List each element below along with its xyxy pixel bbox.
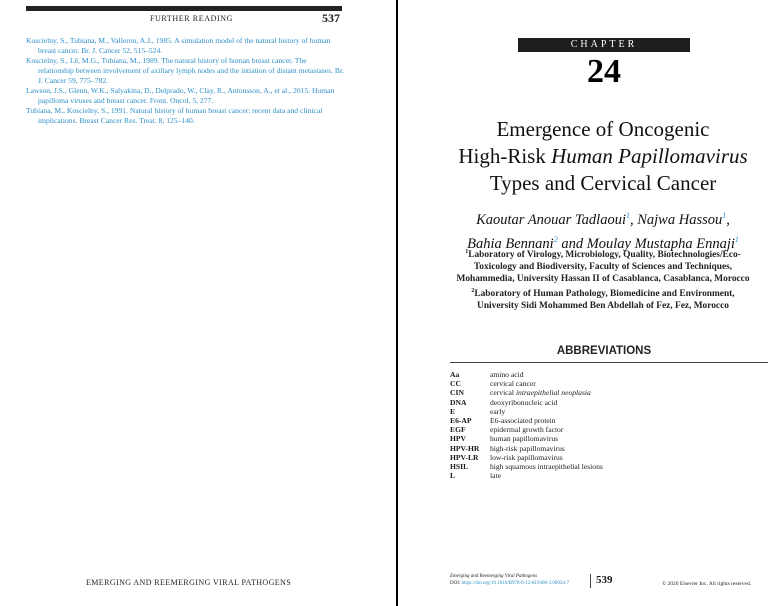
abbreviation-row — [450, 434, 603, 443]
abbreviation-term: E6-AP — [450, 416, 472, 426]
abbreviation-definition-text: cervical — [490, 388, 516, 398]
abbreviation-definition: low-risk papillomavirus — [490, 452, 563, 462]
abbreviation-definition: deoxyribonucleic acid — [490, 397, 558, 407]
chapter-title — [438, 116, 768, 197]
author-separator: , — [629, 211, 638, 228]
affiliation-ref[interactable]: 1 — [722, 211, 727, 220]
author-name: Moulay Mustapha Ennaji — [586, 235, 735, 252]
abbreviations-list — [450, 370, 603, 480]
title-line-2 — [438, 143, 768, 170]
reference-list — [26, 36, 344, 126]
abbreviation-row — [450, 370, 603, 379]
header-rule — [26, 6, 342, 11]
footer-journal: Emerging and Reemerging Viral Pathogens — [450, 574, 538, 579]
affiliation-ref[interactable]: 1 — [734, 234, 739, 244]
page-number-right: 539 — [596, 574, 613, 586]
affiliation-ref[interactable]: 2 — [553, 234, 558, 244]
abbreviation-term: L — [450, 471, 456, 481]
page-number-left: 537 — [322, 11, 340, 25]
reference-item[interactable]: Koscielny, S., Tubiana, M., Valleron, A.J., 1985. A simulation model of the natural history of human breast cancer. Br. J. Cancer 52, 515–524. — [26, 36, 331, 55]
affiliation-ref[interactable]: 1 — [625, 211, 630, 220]
author-name: Bahia Bennani — [467, 235, 554, 252]
abbreviations-rule — [450, 362, 768, 363]
abbreviation-definition: early — [490, 406, 506, 416]
abbreviation-row — [450, 407, 603, 416]
authors-line-1 — [438, 206, 768, 230]
affiliations — [438, 246, 768, 312]
abbreviation-row — [450, 398, 603, 407]
doi-link[interactable]: https://doi.org/10.1016/B978-0-12-819400-3.00024-7 — [461, 581, 570, 586]
abbreviation-row — [450, 416, 603, 425]
affiliation-marker: 1 — [465, 249, 469, 255]
abbreviation-term: HSIL — [450, 462, 469, 472]
abbreviation-definition: cervical cancer — [490, 379, 536, 389]
author-name: Kaoutar Anouar Tadlaoui — [476, 211, 626, 228]
title-line-1: Emergence of Oncogenic — [496, 117, 710, 141]
abbreviation-row — [450, 453, 603, 462]
abbreviation-definition: human papillomavirus — [490, 434, 559, 444]
abbreviation-row — [450, 379, 603, 388]
abbreviation-term: CIN — [450, 388, 464, 398]
abbreviation-definition: high squamous intraepithelial lesions — [490, 462, 603, 472]
abbreviation-row — [450, 425, 603, 434]
abbreviations-heading: ABBREVIATIONS — [556, 345, 652, 357]
reference-item[interactable]: Tubiana, M., Koscielny, S., 1991. Natural history of human breast cancer: recent data and clinical implications. Breast Cancer Res. Treat. 8, 125–140. — [26, 106, 323, 125]
footer-doi — [450, 581, 569, 586]
chapter-label: CHAPTER — [518, 38, 690, 52]
abbreviation-row — [450, 444, 603, 453]
affiliation-line: University Sidi Mohammed Ben Abdellah of Fez, Fez, Morocco — [477, 301, 729, 312]
abbreviation-definition: epidermal growth factor — [490, 425, 564, 435]
abbreviation-definition: high-risk papillomavirus — [490, 443, 565, 453]
abbreviation-row — [450, 388, 603, 397]
abbreviation-term: E — [450, 406, 456, 416]
affiliation-line: Mohammedia, University Hassan II of Casablanca, Casablanca, Morocco — [456, 274, 750, 285]
affiliation-text: Laboratory of Virology, Microbiology, Quality, Biotechnologies/Eco- — [468, 250, 741, 261]
abbreviation-term: CC — [450, 379, 461, 389]
book-title-footer: EMERGING AND REEMERGING VIRAL PATHOGENS — [86, 578, 292, 587]
abbreviation-definition: late — [490, 471, 501, 481]
abbreviation-definition — [490, 388, 591, 397]
abbreviation-definition: E6-associated protein — [490, 416, 556, 426]
abbreviation-term: Aa — [450, 370, 460, 379]
abbreviation-definition: amino acid — [490, 370, 524, 379]
doi-prefix: DOI: — [450, 581, 462, 586]
abbreviation-term: HPV-LR — [450, 452, 479, 462]
affiliation-text: Laboratory of Human Pathology, Biomedicine and Environment, — [474, 289, 735, 300]
abbreviation-term: HPV — [450, 434, 467, 444]
title-line-2-text: High-Risk — [458, 144, 552, 168]
abbreviation-row — [450, 462, 603, 471]
page-number-rule — [590, 574, 591, 588]
abbreviation-term: DNA — [450, 397, 467, 407]
abbreviation-term: EGF — [450, 425, 466, 435]
author-separator: , — [726, 211, 730, 228]
affiliation-line — [438, 246, 768, 261]
author-separator: and — [557, 235, 587, 252]
affiliation-line: Toxicology and Biodiversity, Faculty of Sciences and Techniques, — [473, 262, 733, 273]
affiliation-marker: 2 — [471, 288, 475, 295]
copyright-notice: © 2020 Elsevier Inc. All rights reserved. — [662, 581, 752, 587]
abbreviation-term: HPV-HR — [450, 443, 480, 453]
title-line-3: Types and Cervical Cancer — [489, 171, 717, 195]
chapter-number: 24 — [587, 53, 621, 90]
abbreviation-row — [450, 471, 603, 480]
reference-item[interactable]: Lawson, J.S., Glenn, W.K., Salyakina, D., Delprado, W., Clay, R., Antonsson, A., et al., 2015. Human papilloma viruses and breast cancer. Front. Oncol. 5, 277. — [26, 86, 335, 105]
abbreviation-definition-italic: intraepithelial neoplasia — [515, 388, 591, 398]
title-line-2-italic: Human Papillomavirus — [551, 144, 748, 168]
affiliation-line — [438, 285, 768, 300]
right-page — [398, 0, 768, 606]
reference-item[interactable]: Koscielny, S., Lê, M.G., Tubiana, M., 1989. The natural history of human breast cancer. The relationship between involvement of axillary lymph nodes and the intiation of distant metastases. Br. J. Cancer 59, 775–782. — [26, 56, 345, 85]
running-head: FURTHER READING — [150, 14, 233, 23]
author-name: Najwa Hassou — [637, 211, 723, 228]
